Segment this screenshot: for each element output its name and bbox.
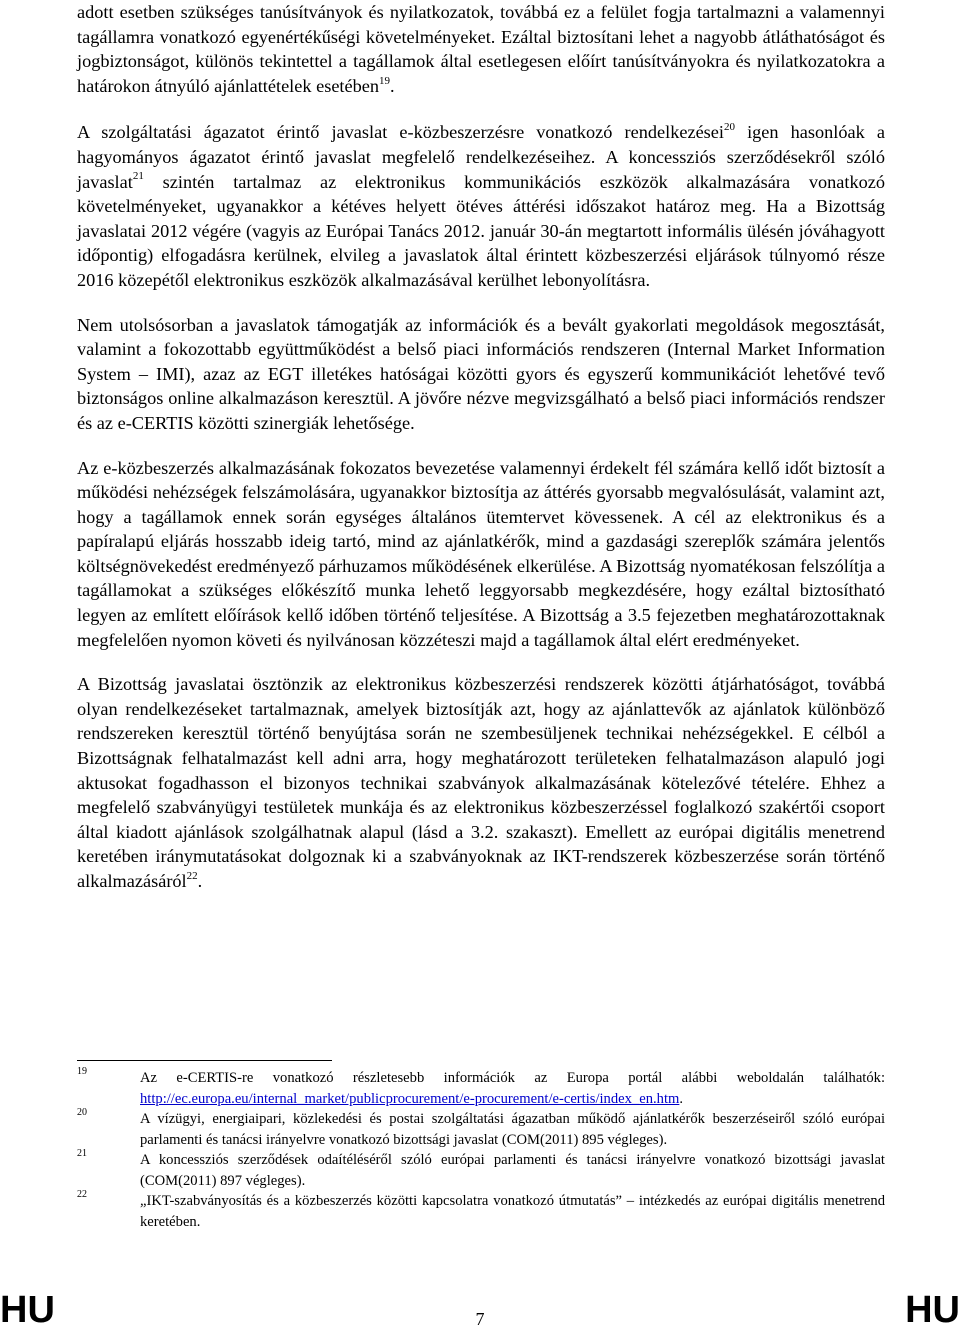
footnote-text: „IKT-szabványosítás és a közbeszerzés közötti kapcsolatra vonatkozó útmutatás” – intézkedés az európai digitális menetrend keretében. — [140, 1193, 885, 1230]
footnote-19 — [77, 1068, 885, 1109]
ecertis-link[interactable]: http://ec.europa.eu/internal_market/publicprocurement/e-procurement/e-certis/index_en.htm — [140, 1090, 680, 1107]
footnotes — [77, 1068, 885, 1232]
language-label-left: HU — [0, 1289, 55, 1331]
paragraph-2-text-c: szintén tartalmaz az elektronikus kommunikációs eszközök alkalmazására vonatkozó követelményeket, ugyanakkor a kétéves helyett ötéves áttérési időszakot határoz meg. Ha a Bizottság javaslatai 2012 végére (vagyis az Európai Tanács 2012. január 30-án megtartott informális ülésén jóváhagyott időpontig) elfogadásra kerülnek, elvileg a javaslatok által érintett közbeszerzési eljárások túlnyomó része 2016 közepétől elektronikus eszközök alkalmazásával kerülhet lebonyolításra. — [77, 171, 885, 290]
footnote-separator — [77, 1060, 332, 1061]
language-label-right: HU — [905, 1289, 960, 1331]
footnote-number: 19 — [77, 1066, 87, 1077]
paragraph-5-text: A Bizottság javaslatai ösztönzik az elektronikus közbeszerzési rendszerek közötti átjárhatóságot, továbbá olyan rendelkezéseket tartalmaznak, amelyek biztosítják azt, hogy az ajánlattevők az ajánlatok különböző rendszereken keresztül történő benyújtása során ne szembesüljenek technikai nehézségekkel. E célból a Bizottságnak felhatalmazást kell adni arra, hogy meghatározott területeken felhatalmazáson alapuló jogi aktusokat fogadhasson el bizonyos technikai szabványok alkalmazásának kötelezővé tételére. Ehhez a megfelelő szabványügyi testületek munkája és az elektronikus közbeszerzéssel foglalkozó szakértői csoport által kiadott ajánlások szolgálhatnak alapul (lásd a 3.2. szakaszt). Emellett az európai digitális menetrend keretében iránymutatásokat dolgoznak ki a szabványoknak az IKT-rendszerek közbeszerzése során történő alkalmazásáról — [77, 674, 885, 891]
page-number: 7 — [475, 1309, 485, 1329]
paragraph-5-end: . — [197, 871, 203, 891]
footnote-ref-22[interactable]: 22 — [186, 869, 198, 882]
footnote-text-end: . — [679, 1090, 684, 1107]
footnote-21 — [77, 1150, 885, 1191]
footnote-text: A koncessziós szerződések odaítéléséről szóló európai parlamenti és tanácsi irányelvre vonatkozó bizottsági javaslat (COM(2011) 897 végleges). — [140, 1152, 885, 1189]
footnote-ref-19[interactable]: 19 — [379, 74, 391, 87]
paragraph-4: Az e-közbeszerzés alkalmazásának fokozatos bevezetése valamennyi érdekelt fél számára kellő időt biztosít a működési nehézségek felszámolására, ugyanakkor biztosítja az áttérés gyorsabb megvalósulását, valamint azt, hogy a tagállamok ennek során egységes általános ütemtervet kövessenek. A cél az elektronikus és a papíralapú eljárás hosszabb ideig tartó, mind az ajánlatkérők, mind a gazdasági szereplők számára jelentős költségnövekedést eredményező párhuzamos működésének elkerülése. A Bizottság nyomatékosan felszólítja a tagállamokat a szükséges előkészítő munka lehető leggyorsabb megkezdésére, hogy ezáltal biztosítható legyen az említett előírások kellő időben történő teljesítése. A Bizottság a 3.5 fejezetben meghatározottaknak megfelelően nyomon követi és nyilvánosan közzéteszi majd a tagállamok által elért eredményeket. — [77, 457, 885, 650]
paragraph-1-text: adott esetben szükséges tanúsítványok és nyilatkozatok, továbbá ez a felület fogja tartalmazni a valamennyi tagállamra vonatkozó egyenértékűségi követelményeket. Ezáltal biztosítani lehet a nagyobb átláthatóságot és jogbiztonságot, különös tekintettel a tagállamok által esetlegesen előírt tanúsítványokra és nyilatkozatokra a határokon átnyúló ajánlattételek esetében — [77, 2, 885, 96]
footnote-20 — [77, 1109, 885, 1150]
footnote-22 — [77, 1191, 885, 1232]
footnote-number: 21 — [77, 1148, 87, 1159]
footnote-ref-21[interactable]: 21 — [132, 170, 144, 183]
paragraph-3: Nem utolsósorban a javaslatok támogatják az információk és a bevált gyakorlati megoldások megosztását, valamint a fokozottabb együttműködést a belső piaci információs rendszeren (Internal Market Information System – IMI), azaz az EGT illetékes hatóságai közötti gyors és egyszerű kommunikációt lehetővé tevő biztonságos online alkalmazáson keresztül. A jövőre nézve megvizsgálható a belső piaci információs rendszer és az e-CERTIS közötti szinergiák lehetősége. — [77, 314, 885, 433]
footnote-number: 22 — [77, 1189, 87, 1200]
paragraph-5 — [77, 672, 885, 893]
paragraph-1 — [77, 0, 885, 98]
paragraph-1-end: . — [390, 75, 395, 96]
footnote-text: A vízügyi, energiaipari, közlekedési és postai szolgáltatási ágazatban működő ajánlatkérők beszerzéseiről szóló európai parlamenti és tanácsi irányelvre vonatkozó bizottsági javaslat (COM(2011) 895 végleges). — [140, 1111, 885, 1148]
paragraph-2-text-a: A szolgáltatási ágazatot érintő javaslat e-közbeszerzésre vonatkozó rendelkezései — [77, 122, 724, 143]
paragraph-2 — [77, 120, 885, 292]
footnote-ref-20[interactable]: 20 — [724, 121, 735, 134]
footnote-number: 20 — [77, 1107, 87, 1118]
body-text — [77, 0, 885, 914]
footnote-text: Az e-CERTIS-re vonatkozó részletesebb információk az Europa portál alábbi weboldalán találhatók: — [140, 1070, 885, 1086]
paragraph-2-text-b: igen hasonlóak a hagyományos ágazatot érintő javaslat megfelelő rendelkezéseihez. A koncessziós szerződésekről szóló javaslat — [77, 122, 885, 192]
